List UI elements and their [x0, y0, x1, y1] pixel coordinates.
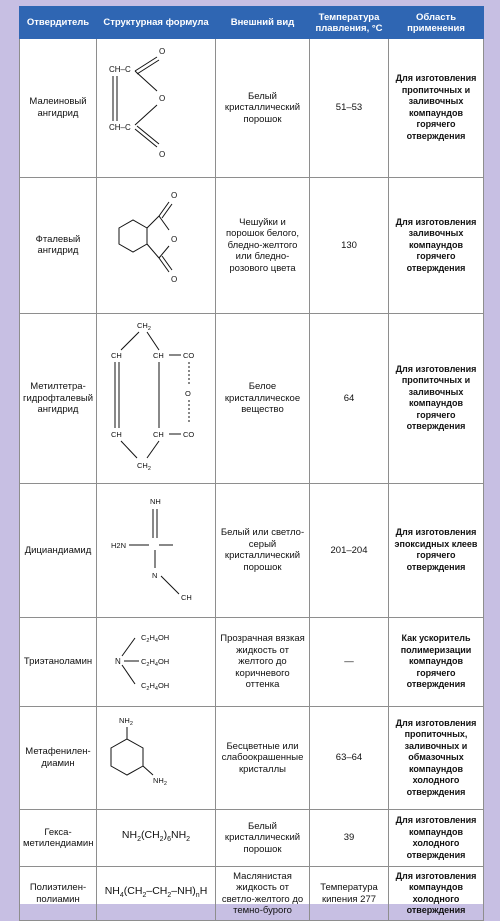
appearance: Чешуйки и порошок белого, бледно-желтого или бледно-розового цвета	[216, 177, 310, 314]
svg-text:CH2: $CH_2$	[137, 321, 151, 332]
application: Как ускоритель полимеризации компаундов горячего отверждения	[389, 618, 484, 707]
formula-label: NH	[150, 496, 161, 506]
table-row	[20, 177, 484, 314]
formula-label: CO	[183, 351, 195, 360]
formula-label: CH	[181, 592, 192, 602]
melting-point: 63–64	[310, 706, 389, 810]
svg-text:H2N	[111, 541, 126, 550]
formula-label: CH	[137, 321, 148, 330]
formula-label: CH	[137, 461, 148, 470]
table-row	[20, 483, 484, 618]
melting-point: 130	[310, 177, 389, 314]
table-row	[20, 314, 484, 484]
appearance: Бесцветные или слабоокрашенные кристаллы	[216, 706, 310, 810]
phthalic-anhydride-formula	[97, 178, 216, 310]
maleic-anhydride-formula	[97, 39, 216, 173]
hardener-name: Метафенилен-диамин	[20, 706, 97, 810]
svg-text:NH2: $NH_2$	[153, 775, 167, 787]
formula-label: CH–C	[109, 65, 131, 74]
structural-formula-cell	[97, 314, 216, 484]
svg-text:C2H4OH: $C_2H_4OH$	[141, 681, 170, 692]
melting-point: 39	[310, 810, 389, 867]
table-row	[20, 810, 484, 867]
table-row	[20, 618, 484, 707]
appearance: Прозрачная вязкая жидкость от желтого до коричневого оттенка	[216, 618, 310, 707]
formula-label: O	[159, 47, 166, 56]
application: Для изготовления пропиточных и заливочных компаундов горячего отверждения	[389, 314, 484, 484]
formula-label: CH	[153, 430, 164, 439]
structural-formula-cell	[97, 177, 216, 314]
melting-point: 51–53	[310, 39, 389, 178]
methyltetrahydrophthalic-anhydride-formula	[97, 314, 216, 479]
svg-text:C2H4OH: $C_2H_4OH$	[141, 657, 170, 668]
formula-label: CH–C	[109, 123, 131, 132]
application: Для изготовления компаундов холодного отверждения	[389, 867, 484, 921]
structural-formula-cell	[97, 706, 216, 810]
table-header-row	[20, 7, 484, 39]
hardener-name: Триэтаноламин	[20, 618, 97, 707]
hardeners-table	[19, 6, 484, 921]
header-formula: Структурная формула	[97, 7, 216, 39]
formula-label: O	[171, 234, 178, 244]
hardener-name: Дициандиамид	[20, 483, 97, 618]
header-application: Область применения	[389, 7, 484, 39]
table-row	[20, 867, 484, 921]
formula-label: N	[115, 657, 121, 666]
application: Для изготовления компаундов холодного отверждения	[389, 810, 484, 867]
m-phenylenediamine-formula	[97, 707, 216, 806]
hardener-name: Полиэтилен-полиамин	[20, 867, 97, 921]
structural-formula-cell	[97, 618, 216, 707]
hardener-name: Гекса-метилендиамин	[20, 810, 97, 867]
formula-label: O	[171, 190, 178, 200]
formula-label: CO	[183, 430, 195, 439]
table-row	[20, 706, 484, 810]
formula-label: N	[152, 570, 158, 580]
header-appearance: Внешний вид	[216, 7, 310, 39]
application: Для изготовления заливочных компаундов горячего отверждения	[389, 177, 484, 314]
appearance: Белый или светло-серый кристаллический порошок	[216, 483, 310, 618]
melting-point: 64	[310, 314, 389, 484]
formula-label: O	[159, 94, 166, 103]
svg-text:NH2: $NH_2$	[119, 715, 133, 727]
formula-label: O	[185, 389, 191, 398]
hexamethylenediamine-formula: $NH_2(CH_2)_6NH_2$	[121, 829, 191, 844]
hardener-name: Фталевый ангидрид	[20, 177, 97, 314]
structural-formula-cell	[97, 810, 216, 867]
formula-label: O	[159, 150, 166, 159]
application: Для изготовления эпоксидных клеев горячего отверждения	[389, 483, 484, 618]
melting-point: Температура кипения 277	[310, 867, 389, 921]
polyethylene-polyamine-formula: $NH_4(CH_2-CH_2-NH)_nH$	[104, 884, 208, 899]
appearance: Белый кристаллический порошок	[216, 39, 310, 178]
header-melting: Температура плавления, °С	[310, 7, 389, 39]
application: Для изготовления пропиточных, заливочных и обмазочных компаундов холодного отверждения	[389, 706, 484, 810]
dicyandiamide-formula	[97, 484, 216, 614]
formula-label: O	[171, 274, 178, 284]
formula-label: CH	[111, 351, 122, 360]
svg-text:C2H4OH: $C_2H_4OH$	[141, 633, 170, 644]
triethanolamine-formula	[97, 618, 216, 702]
melting-point: 201–204	[310, 483, 389, 618]
header-hardener: Отвердитель	[20, 7, 97, 39]
formula-label: CH	[153, 351, 164, 360]
svg-text:CH2: $CH_2$	[137, 461, 151, 472]
table-row	[20, 39, 484, 178]
hardeners-table-container	[19, 6, 483, 916]
formula-label: CH	[111, 430, 122, 439]
hardener-name: Малеиновый ангидрид	[20, 39, 97, 178]
appearance: Белое кристаллическое вещество	[216, 314, 310, 484]
appearance: Белый кристаллический порошок	[216, 810, 310, 867]
structural-formula-cell	[97, 39, 216, 178]
structural-formula-cell	[97, 483, 216, 618]
application: Для изготовления пропиточных и заливочных компаундов горячего отверждения	[389, 39, 484, 178]
formula-label: H2N	[111, 540, 127, 550]
structural-formula-cell	[97, 867, 216, 921]
melting-point: —	[310, 618, 389, 707]
appearance: Маслянистая жидкость от светло-желтого до темно-бурого	[216, 867, 310, 921]
hardener-name: Метилтетра-гидрофталевый ангидрид	[20, 314, 97, 484]
